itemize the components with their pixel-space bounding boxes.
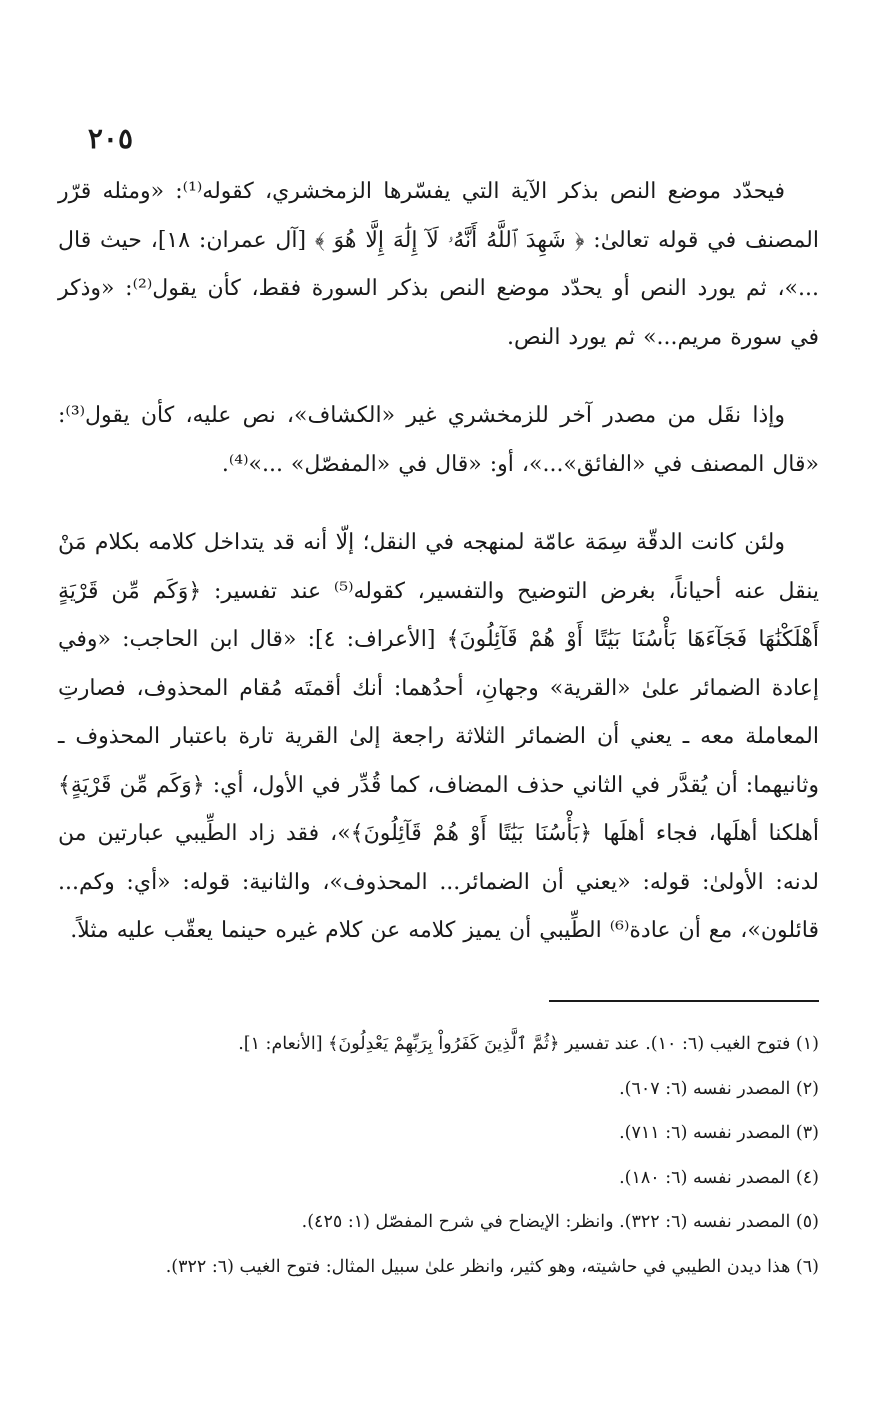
- footnote-2: (٢) المصدر نفسه (٦: ٦٠٧).: [619, 1078, 819, 1099]
- paragraph-3: ولئن كانت الدقّة سِمَة عامّة لمنهجه في النقل؛ إلّا أنه قد يتداخل كلامه بكلام مَنْ ينقل عنه أحياناً، بغرض التوضيح والتفسير، كقوله⁽⁵⁾ عند تفسير: ﴿وَكَم مِّن قَرْيَةٍ أَهْلَكْنَٰهَا فَجَآءَهَا بَأْسُنَا بَيَٰتًا أَوْ هُمْ قَآئِلُونَ﴾ [الأعراف: ٤]: «قال ابن الحاجب: «وفي إعادة الضمائر علىٰ «القرية» وجهانِ، أحدُهما: أنك أقمتَه مُقام المحذوف، فصارتِ المعاملة معه ـ يعني أن الضمائر الثلاثة راجعة إلىٰ القرية تارة باعتبار المحذوف ـ وثانيهما: أن يُقدَّر في الثاني حذف المضاف، كما قُدِّر في الأول، أي: ﴿وَكَم مِّن قَرْيَةٍ﴾ أهلكنا أهلَها، فجاء أهلَها ﴿بَأْسُنَا بَيَٰتًا أَوْ هُمْ قَآئِلُونَ﴾»، فقد زاد الطِّيبي عبارتين من لدنه: الأولىٰ: قوله: «يعني أن الضمائر... المحذوف»، والثانية: قوله: «أي: وكم... قائلون»، مع أن عادة⁽⁶⁾ الطِّيبي أن يميز كلامه عن كلام غيره حينما يعقّب عليه مثلاً.: [58, 530, 819, 943]
- footnotes-list: [58, 1022, 819, 1289]
- paragraph-2: وإذا نقَل من مصدر آخر للزمخشري غير «الكشاف»، نص عليه، كأن يقول⁽³⁾: «قال المصنف في «الفائق»...»، أو: «قال في «المفصّل» ...»⁽⁴⁾.: [58, 403, 819, 477]
- footnote-1: (١) فتوح الغيب (٦: ١٠). عند تفسير ﴿ثُمَّ ٱلَّذِينَ كَفَرُواْ بِرَبِّهِمْ يَعْدِلُونَ﴾ [الأنعام: ١].: [238, 1034, 819, 1054]
- footnote-3: (٣) المصدر نفسه (٦: ٧١١).: [619, 1123, 819, 1143]
- footnote-6: (٦) هذا ديدن الطيبي في حاشيته، وهو كثير، وانظر علىٰ سبيل المثال: فتوح الغيب (٦: ٣٢٢).: [165, 1256, 819, 1277]
- page-number: ٢٠٥: [87, 122, 133, 155]
- footnote-5: (٥) المصدر نفسه (٦: ٣٢٢). وانظر: الإيضاح في شرح المفصّل (١: ٤٢٥).: [301, 1212, 819, 1232]
- footnote-divider: [549, 1000, 819, 1002]
- body-text: [58, 168, 819, 986]
- paragraph-1: فيحدّد موضع النص بذكر الآية التي يفسّرها الزمخشري، كقوله⁽¹⁾: «ومثله قرّر المصنف في قوله تعالىٰ: ﴿ شَهِدَ ٱللَّهُ أَنَّهُۥ لَآ إِلَٰهَ إِلَّا هُوَ ﴾ [آل عمران: ١٨]، حيث قال ...»، ثم يورد النص أو يحدّد موضع النص بذكر السورة فقط، كأن يقول⁽²⁾: «وذكر في سورة مريم...» ثم يورد النص.: [58, 179, 819, 350]
- footnote-4: (٤) المصدر نفسه (٦: ١٨٠).: [619, 1167, 819, 1188]
